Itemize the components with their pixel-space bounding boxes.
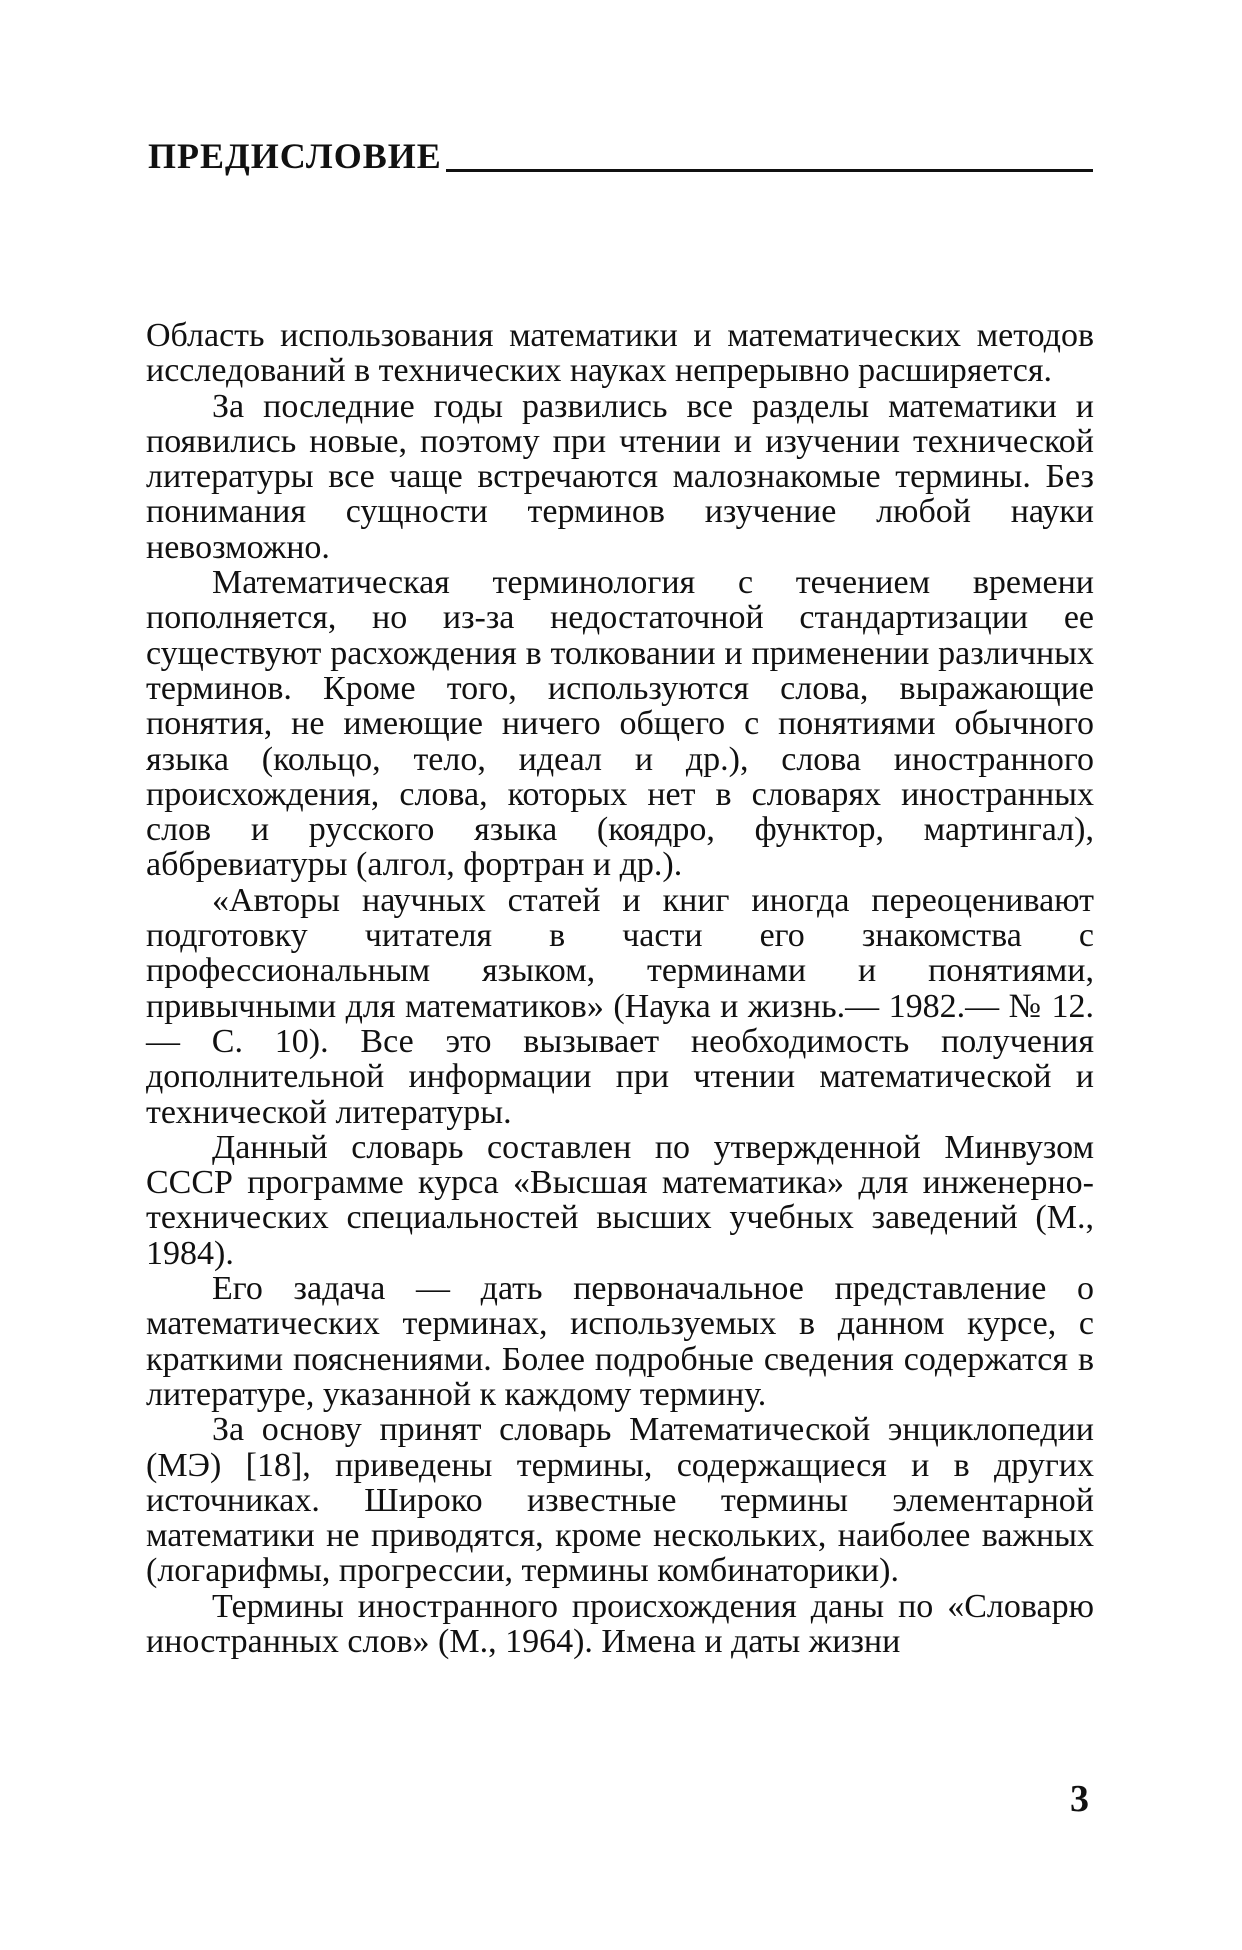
paragraph: Область использования математики и математических методов исследований в технических науках непрерывно расширяется. [146,317,1094,390]
paragraph: Термины иностранного происхождения даны по «Словарю иностранных слов» (М., 1964). Имена и даты жизни [146,1587,1094,1660]
paragraph: За последние годы развились все разделы математики и появились новые, поэтому при чтении и изучении технической литературы все чаще встречаются малознакомые термины. Без понимания сущности терминов изучение любой науки невозможно. [146,387,1094,566]
body-text [146,318,1094,1659]
paragraph: За основу принят словарь Математической энциклопедии (МЭ) [18], приведены термины, содержащиеся и в других источниках. Широко известные термины элементарной математики не приводятся, кроме нескольких, наиболее важных (логарифмы, прогрессии, термины комбинаторики). [146,1411,1094,1590]
section-header [148,138,1093,174]
page-number: 3 [1070,1778,1089,1820]
title-underline-rule [446,169,1093,172]
paragraph: Математическая терминология с течением времени пополняется, но из-за недостаточной стандартизации ее существуют расхождения в толковании и применении различных терминов. Кроме того, используются слова, выражающие понятия, не имеющие ничего общего с понятиями обычного языка (кольцо, тело, идеал и др.), слова иностранного происхождения, слова, которых нет в словарях иностранных слов и русского языка (коядро, функтор, мартингал), аббревиатуры (алгол, фортран и др.). [146,564,1094,884]
paragraph: «Авторы научных статей и книг иногда переоценивают подготовку читателя в части его знакомства с профессиональным языком, терминами и понятиями, привычными для математиков» (Наука и жизнь.— 1982.— № 12.— С. 10). Все это вызывает необходимость получения дополнительной информации при чтении математической и технической литературы. [146,881,1094,1131]
paragraph: Данный словарь составлен по утвержденной Минвузом СССР программе курса «Высшая математика» для инженерно-технических специальностей высших учебных заведений (М., 1984). [146,1128,1094,1272]
section-title: ПРЕДИСЛОВИЕ [148,136,442,176]
paragraph: Его задача — дать первоначальное представление о математических терминах, используемых в данном курсе, с краткими пояснениями. Более подробные сведения содержатся в литературе, указанной к каждому термину. [146,1270,1094,1413]
